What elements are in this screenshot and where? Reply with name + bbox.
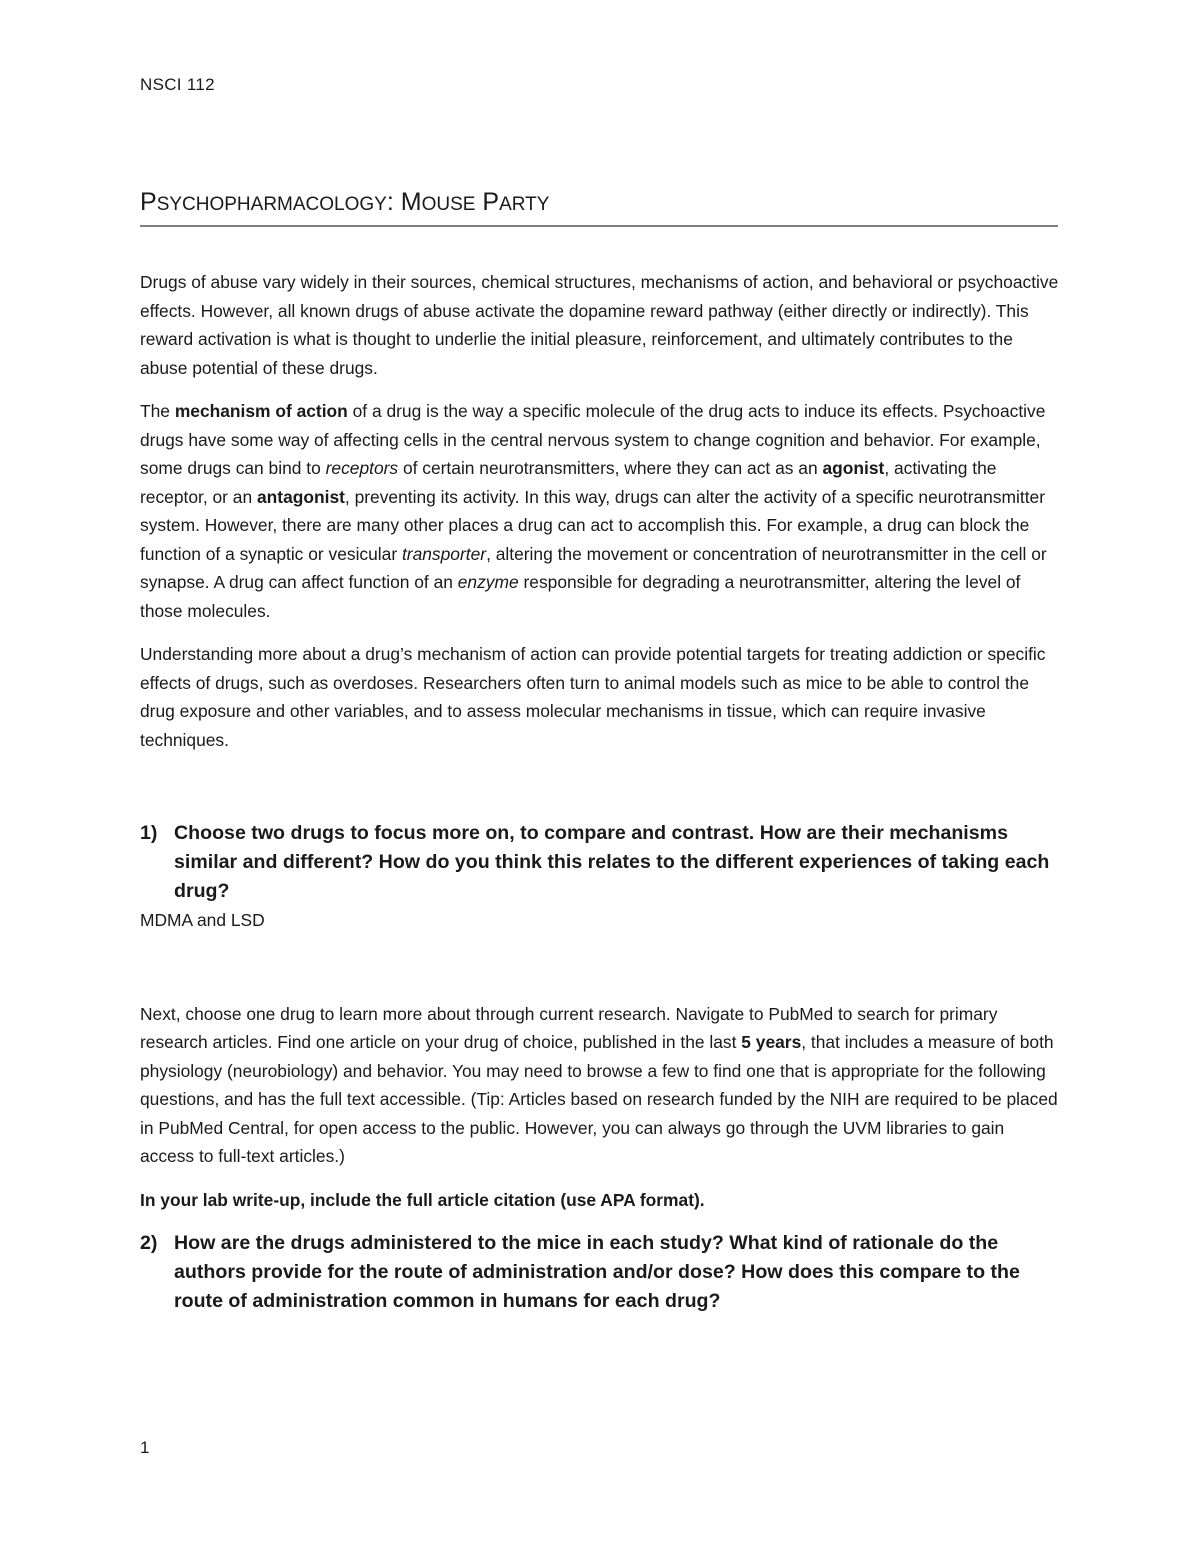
title-cap: P xyxy=(140,188,157,216)
question-number: 2) xyxy=(140,1232,158,1254)
term-agonist: agonist xyxy=(822,458,885,478)
course-header: NSCI 112 xyxy=(140,75,215,94)
title-cap: P xyxy=(482,188,500,216)
question-text: How are the drugs administered to the mice in each study? What kind of rationale do the authors provide for the route of administration and/or dose? How does this compare to the route of administration common in humans for each drug? xyxy=(174,1232,1020,1312)
document-body xyxy=(140,268,1060,1316)
intro-paragraph-3: Understanding more about a drug’s mechanism of action can provide potential targets for treating addiction or specific effects of drugs, such as overdoses. Researchers often turn to animal models such as mice to be able to control the drug exposure and other variables, and to assess molecular mechanisms in tissue, which can require invasive techniques. xyxy=(140,644,1046,750)
title-smallcaps: OUSE xyxy=(421,194,476,215)
term-5-years: 5 years xyxy=(741,1032,802,1052)
term-transporter: transporter xyxy=(401,543,487,564)
question-number: 1) xyxy=(140,822,158,844)
title-smallcaps: SYCHOPHARMACOLOGY xyxy=(156,194,387,215)
term-receptors: receptors xyxy=(325,458,399,478)
term-antagonist: antagonist xyxy=(256,486,345,507)
question-text: Choose two drugs to focus more on, to compare and contrast. How are their mechanisms similar and different? How do you think this relates to the different experiences of taking each drug? xyxy=(174,822,1050,902)
intro-paragraph-2: The mechanism of action of a drug is the way a specific molecule of the drug acts to induce its effects. Psychoactive drugs have some way of affecting cells in the central nervous system to change cognition and behavior. For example, some drugs can bind to receptors of certain neurotransmitters, where they can act as an agonist, activating the receptor, or an antagonist, preventing its activity. In this way, drugs can alter the activity of a specific neurotransmitter system. However, there are many other places a drug can act to accomplish this. For example, a drug can block the function of a synaptic or vesicular transporter, altering the movement or concentration of neurotransmitter in the cell or synapse. A drug can affect function of an enzyme responsible for degrading a neurotransmitter, altering the level of those molecules. xyxy=(140,401,1047,621)
intro-paragraph-1: Drugs of abuse vary widely in their sources, chemical structures, mechanisms of action, and behavioral or psychoactive effects. However, all known drugs of abuse activate the dopamine reward pathway (either directly or indirectly). This reward activation is what is thought to underlie the initial pleasure, reinforcement, and ultimately contributes to the abuse potential of these drugs. xyxy=(140,272,1059,378)
title-smallcaps: ARTY xyxy=(499,194,550,215)
term-mechanism-of-action: mechanism of action xyxy=(174,401,348,421)
term-enzyme: enzyme xyxy=(457,572,519,592)
citation-instruction: In your lab write-up, include the full article citation (use APA format). xyxy=(140,1189,705,1210)
document-title xyxy=(140,188,1058,227)
page-number: 1 xyxy=(140,1438,150,1457)
next-section-paragraph: Next, choose one drug to learn more about through current research. Navigate to PubMed to search for primary research articles. Find one article on your drug of choice, published in the last 5 years, that includes a measure of both physiology (neurobiology) and behavior. You may need to browse a few to find one that is appropriate for the following questions, and has the full text accessible. (Tip: Articles based on research funded by the NIH are required to be placed in PubMed Central, for open access to the public. However, you can always go through the UVM libraries to gain access to full-text articles.) xyxy=(140,1003,1058,1166)
title-cap: M xyxy=(400,188,422,216)
question-1-answer: MDMA and LSD xyxy=(140,910,265,930)
question-1 xyxy=(140,819,1060,906)
question-2 xyxy=(140,1229,1060,1316)
title-colon: : xyxy=(386,188,401,216)
